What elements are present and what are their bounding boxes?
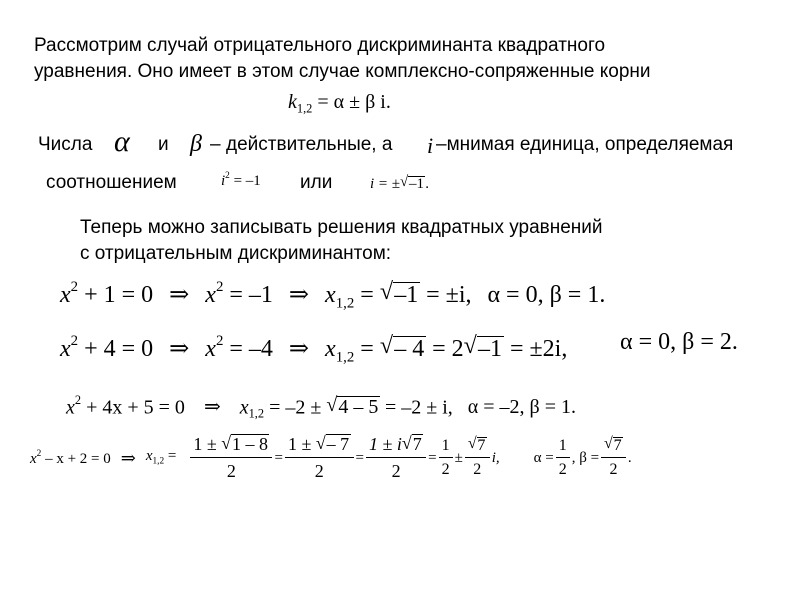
equation-4: $x^2 - x + 2 = 0$ ⇒ $x_{1,2}$ = $\frac{1 \pm √ 1 - 8}{2}$ = $\frac{1 \pm √ - 7}{2}$ = $\frac{1 \pm i√ 7}{2}$ = $\frac{1}{2}$ ± √ $\frac{7}{2}$ i, α = $\frac{1}{2}$ , β = √ $\frac{7}{2}$ .	[30, 428, 632, 488]
fraction-6: $\frac{1}{2}$	[556, 437, 570, 480]
roots-formula: $k_{1,2} = \alpha \pm \beta$ i.	[288, 91, 391, 116]
fraction-7: √ $\frac{7}{2}$	[601, 437, 626, 480]
word-numbers: Числа	[38, 134, 93, 155]
equation-1: $x^2 + 1 = 0$ ⇒ $x^2 = -1$ ⇒ $x_{1,2}$ = √ –1 = ±i, α = 0, β = 1.	[60, 280, 605, 311]
text-imag: –мнимая единица, определяемая	[436, 134, 734, 155]
fraction-5: √ $\frac{7}{2}$	[465, 437, 490, 480]
alpha-symbol: α	[114, 125, 130, 158]
now-line-2: с отрицательным дискриминантом:	[80, 243, 392, 264]
equation-3: $x^2 + 4x + 5 = 0$ ⇒ $x_{1,2} = -2$ ± √ 4 – 5 = –2 ± i, α = –2, β = 1.	[66, 394, 576, 420]
intro-line-2: уравнения. Оно имеет в этом случае комплексно-сопряженные корни	[34, 61, 651, 82]
word-or: или	[300, 172, 333, 193]
i-symbol: i	[427, 133, 434, 158]
now-line-1: Теперь можно записывать решения квадратных уравнений	[80, 217, 603, 238]
equation-2-params: α = 0, β = 2.	[620, 329, 738, 355]
word-and: и	[158, 134, 169, 155]
sqrt-formula: i = ±√ –1.	[370, 176, 429, 193]
beta-symbol: β	[190, 131, 202, 157]
equation-2: $x^2 + 4 = 0$ ⇒ $x^2 = -4$ ⇒ $x_{1,2}$ = √ – 4 = 2√ –1 = ±2i,	[60, 334, 567, 365]
dash: –	[210, 134, 221, 155]
fraction-4: $\frac{1}{2}$	[439, 437, 453, 480]
fraction-3: $\frac{1 \pm i√ 7}{2}$	[366, 434, 426, 481]
relation-formula: $i^2 = -1$	[221, 171, 261, 189]
fraction-1: $\frac{1 \pm √ 1 - 8}{2}$	[190, 434, 272, 481]
intro-line-1: Рассмотрим случай отрицательного дискриминанта квадратного	[34, 35, 606, 56]
text-real: действительные, а	[226, 134, 393, 155]
word-relation: соотношением	[46, 172, 177, 193]
fraction-2: $\frac{1 \pm √ - 7}{2}$	[285, 434, 354, 481]
